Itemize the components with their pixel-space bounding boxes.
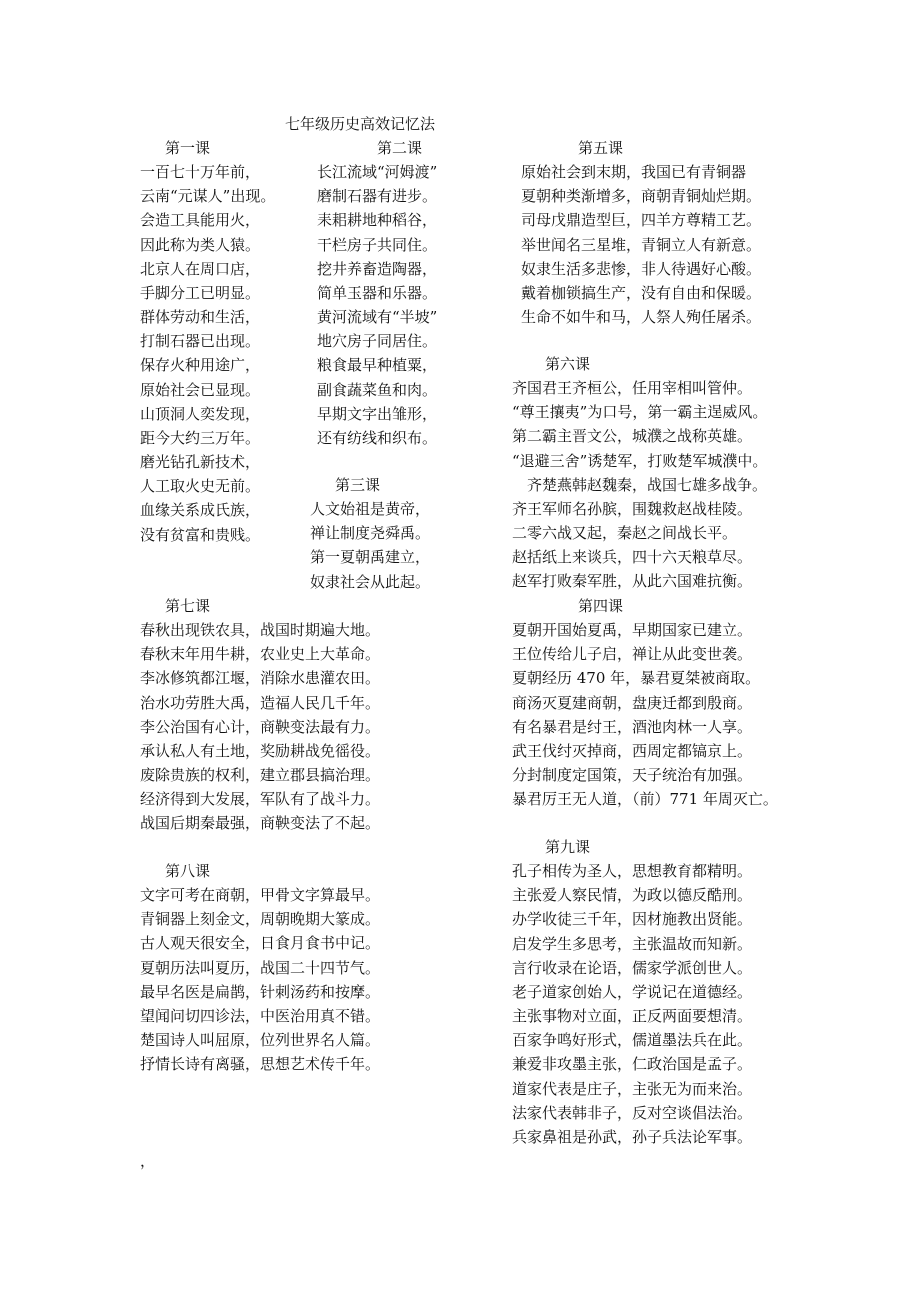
verse-line: 简单玉器和乐器。 [317, 283, 438, 302]
lesson-2-block [317, 136, 437, 450]
verse-line: 经济得到大发展，军队有了战斗力。 [140, 790, 381, 809]
verse-line: 法家代表韩非子，反对空谈倡法治。 [512, 1103, 753, 1122]
verse-line: 保存火种用途广， [140, 356, 261, 375]
verse-line: 齐楚燕韩赵魏秦，战国七雄多战争。 [512, 475, 768, 494]
verse-line: 李公治国有心计，商鞅变法最有力。 [140, 717, 381, 736]
verse-line: 人工取火史无前。 [140, 477, 261, 496]
verse-line: 商汤灭夏建商朝，盘庚迁都到殷商。 [512, 693, 753, 712]
lesson-5-heading: 第五课 [578, 139, 624, 157]
verse-line: 云南“元谋人”出现。 [140, 187, 276, 206]
verse-line: 人文始祖是黄帝， [310, 500, 431, 519]
verse-line: 群体劳动和生活， [140, 308, 261, 327]
verse-line: 春秋末年用牛耕，农业史上大革命。 [140, 645, 381, 664]
verse-line: 一百七十万年前， [140, 163, 261, 182]
verse-line: 主张事物对立面，正反两面要想清。 [512, 1007, 753, 1026]
verse-line: 第二霸主晋文公，城濮之战称英雄。 [512, 427, 753, 446]
verse-line: 办学收徒三千年，因材施教出贤能。 [512, 910, 753, 929]
verse-line: 举世闻名三星堆，青铜立人有新意。 [521, 235, 762, 254]
verse-line: 没有贫富和贵贱。 [140, 525, 261, 544]
verse-line: 地穴房子同居住。 [317, 332, 438, 351]
lesson-7-heading: 第七课 [165, 597, 211, 615]
lesson-7-block [140, 594, 380, 836]
verse-line: 抒情长诗有离骚，思想艺术传千年。 [140, 1055, 381, 1074]
verse-line: 最早名医是扁鹊，针刺汤药和按摩。 [140, 982, 381, 1001]
verse-line: “尊王攘夷”为口号，第一霸主逞威风。 [512, 403, 768, 422]
verse-line: 青铜器上刻金文，周朝晚期大篆成。 [140, 910, 381, 929]
verse-line: 齐国君王齐桓公，任用宰相叫管仲。 [512, 379, 753, 398]
lesson-5-block [521, 136, 761, 329]
verse-line: “退避三舍”诱楚军，打败楚军城濮中。 [512, 451, 768, 470]
verse-line: 距今大约三万年。 [140, 428, 261, 447]
lesson-9-heading: 第九课 [545, 838, 591, 856]
lesson-1-block [140, 136, 275, 547]
verse-line: 山顶洞人奕发现， [140, 404, 261, 423]
verse-line: 兼爱非攻墨主张，仁政治国是孟子。 [512, 1055, 753, 1074]
verse-line: 承认私人有土地，奖励耕战免徭役。 [140, 741, 381, 760]
verse-line: 道家代表是庄子，主张无为而来治。 [512, 1079, 753, 1098]
verse-line: 耒耜耕地种稻谷， [317, 211, 438, 230]
verse-line: 楚国诗人叫屈原，位列世界名人篇。 [140, 1031, 381, 1050]
verse-line: 因此称为类人猿。 [140, 235, 261, 254]
verse-line: 禅让制度尧舜禹。 [310, 524, 431, 543]
verse-line: 粮食最早种植粟， [317, 356, 438, 375]
lesson-3-heading: 第三课 [335, 476, 381, 494]
verse-line: 启发学生多思考，主张温故而知新。 [512, 934, 753, 953]
trailing-mark: ， [140, 1152, 156, 1170]
verse-line: 夏朝经历 470 年，暴君夏桀被商取。 [512, 669, 761, 688]
verse-line: 文字可考在商朝，甲骨文字算最早。 [140, 886, 381, 905]
verse-line: 奴隶社会从此起。 [310, 572, 431, 591]
verse-line: 李冰修筑都江堰，消除水患灌农田。 [140, 669, 381, 688]
verse-line: 分封制度定国策，天子统治有加强。 [512, 766, 753, 785]
lesson-4-heading: 第四课 [578, 597, 624, 615]
verse-line: 司母戊鼎造型巨，四羊方尊精工艺。 [521, 211, 762, 230]
verse-line: 武王伐纣灭掉商，西周定都镐京上。 [512, 741, 753, 760]
verse-line: 治水功劳胜大禹，造福人民几千年。 [140, 693, 381, 712]
verse-line: 百家争鸣好形式，儒道墨法兵在此。 [512, 1031, 753, 1050]
lesson-6-block [512, 352, 767, 594]
verse-line: 挖井养畜造陶器， [317, 259, 438, 278]
lesson-8-heading: 第八课 [165, 862, 211, 880]
verse-line: 暴君厉王无人道，（前）771 年周灭亡。 [512, 790, 778, 809]
verse-line: 王位传给儿子启，禅让从此变世袭。 [512, 645, 753, 664]
verse-line: 有名暴君是纣王，酒池肉林一人享。 [512, 717, 753, 736]
lesson-1-heading: 第一课 [165, 139, 211, 157]
lesson-4-block [512, 594, 778, 811]
lesson-3-block [310, 473, 430, 594]
verse-line: 戴着枷锁搞生产，没有自由和保暖。 [521, 283, 762, 302]
verse-line: 第一夏朝禹建立， [310, 548, 431, 567]
verse-line: 会造工具能用火， [140, 211, 261, 230]
verse-line: 生命不如牛和马，人祭人殉任屠杀。 [521, 308, 762, 327]
verse-line: 夏朝历法叫夏历，战国二十四节气。 [140, 958, 381, 977]
verse-line: 老子道家创始人，学说记在道德经。 [512, 982, 753, 1001]
verse-line: 夏朝种类渐增多，商朝青铜灿烂期。 [521, 187, 762, 206]
document-title: 七年级历史高效记忆法 [285, 115, 436, 133]
verse-line: 原始社会已显现。 [140, 380, 261, 399]
verse-line: 齐王军师名孙膑，围魏救赵战桂陵。 [512, 499, 753, 518]
verse-line: 副食蔬菜鱼和肉。 [317, 380, 438, 399]
verse-line: 兵家鼻祖是孙武，孙子兵法论军事。 [512, 1127, 753, 1146]
verse-line: 主张爱人察民情，为政以德反酷刑。 [512, 886, 753, 905]
verse-line: 奴隶生活多悲惨，非人待遇好心酸。 [521, 259, 762, 278]
verse-line: 黄河流域有“半坡” [317, 308, 438, 327]
verse-line: 望闻问切四诊法，中医治用真不错。 [140, 1006, 381, 1025]
lesson-8-block [140, 859, 380, 1076]
verse-line: 早期文字出雏形， [317, 404, 438, 423]
verse-line: 赵军打败秦军胜，从此六国难抗衡。 [512, 572, 753, 591]
lesson-2-heading: 第二课 [377, 139, 423, 157]
verse-line: 言行收录在论语，儒家学派创世人。 [512, 958, 753, 977]
verse-line: 战国后期秦最强，商鞅变法了不起。 [140, 814, 381, 833]
lesson-6-heading: 第六课 [545, 355, 591, 373]
verse-line: 手脚分工已明显。 [140, 283, 261, 302]
verse-line: 孔子相传为圣人，思想教育都精明。 [512, 862, 753, 881]
verse-line: 夏朝开国始夏禹，早期国家已建立。 [512, 621, 753, 640]
verse-line: 二零六战又起，秦赵之间战长平。 [512, 524, 738, 543]
verse-line: 血缘关系成氏族， [140, 501, 261, 520]
verse-line: 春秋出现铁农具，战国时期遍大地。 [140, 621, 381, 640]
verse-line: 打制石器已出现。 [140, 332, 261, 351]
verse-line: 北京人在周口店， [140, 259, 261, 278]
verse-line: 磨制石器有进步。 [317, 187, 438, 206]
verse-line: 还有纺线和织布。 [317, 428, 438, 447]
verse-line: 原始社会到末期，我国已有青铜器 [521, 163, 747, 182]
verse-line: 干栏房子共同住。 [317, 235, 438, 254]
verse-line: 赵括纸上来谈兵，四十六天粮草尽。 [512, 548, 753, 567]
verse-line: 长江流域“河姆渡” [317, 163, 438, 182]
verse-line: 废除贵族的权利，建立郡县搞治理。 [140, 766, 381, 785]
verse-line: 磨光钻孔新技术， [140, 453, 261, 472]
verse-line: 古人观天很安全，日食月食书中记。 [140, 934, 381, 953]
lesson-9-block [512, 835, 752, 1149]
